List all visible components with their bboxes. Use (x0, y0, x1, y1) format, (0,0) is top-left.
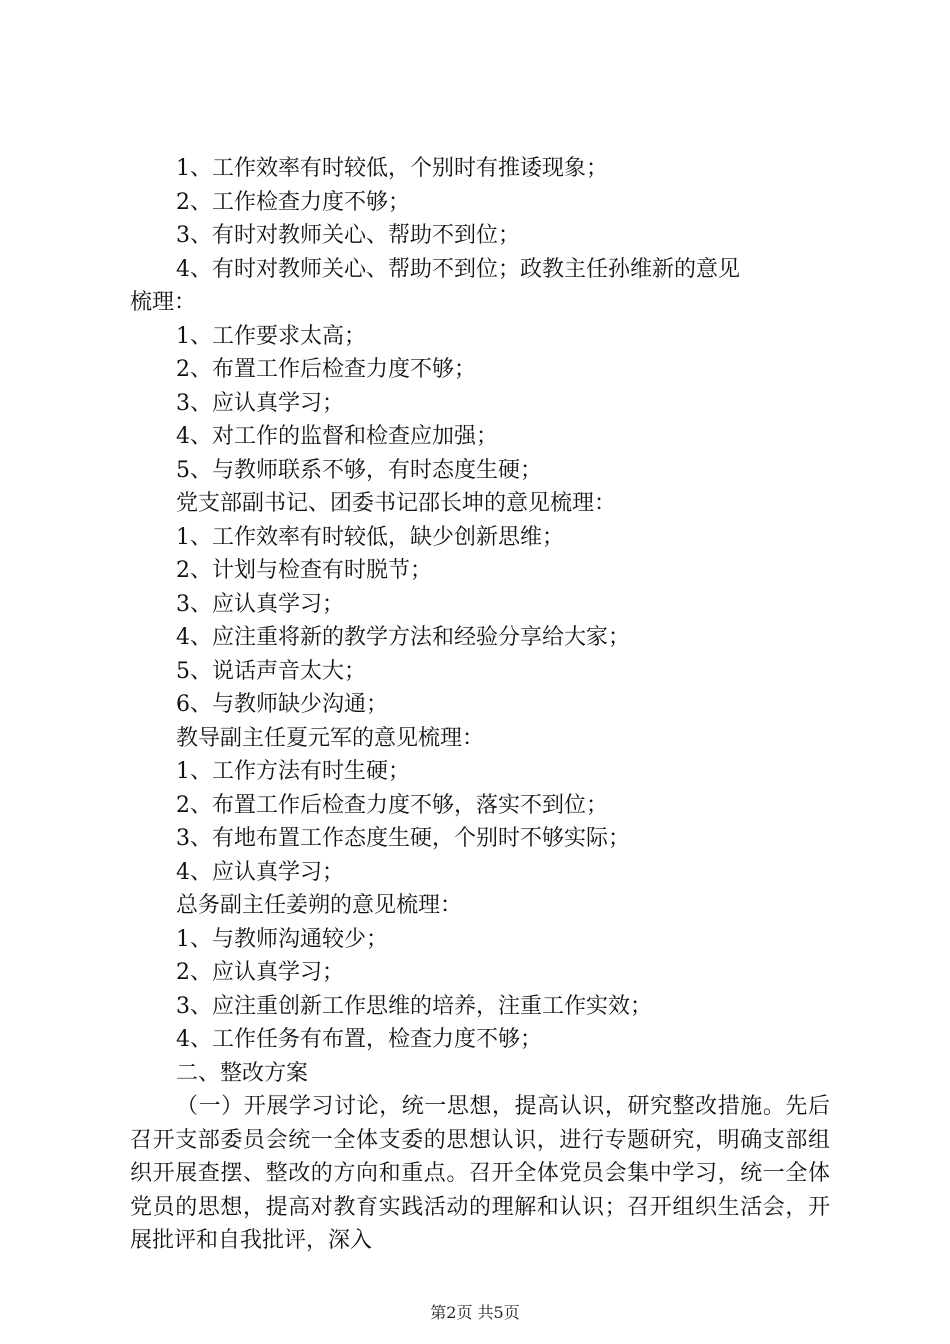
text-line: 2、应认真学习； (176, 960, 344, 985)
text-line: 2、布置工作后检查力度不够，落实不到位； (176, 792, 608, 818)
text-line: 4、对工作的监督和检查应加强； (176, 424, 498, 449)
text-line: 5、说话声音太大； (176, 658, 366, 684)
text-line: 4、应认真学习； (176, 859, 344, 885)
text-line: 3、应认真学习； (176, 390, 344, 416)
text-line: 4、应注重将新的教学方法和经验分享给大家； (176, 625, 630, 650)
text-line: 3、有时对教师关心、帮助不到位； (176, 223, 520, 248)
text-line: 3、应注重创新工作思维的培养，注重工作实效； (176, 993, 652, 1019)
text-line: 2、布置工作后检查力度不够； (176, 357, 476, 382)
text-line: 2、计划与检查有时脱节； (176, 558, 432, 583)
text-line: 1、工作效率有时较低，缺少创新思维； (176, 524, 564, 550)
text-line: 4、工作任务有布置，检查力度不够； (176, 1027, 542, 1052)
text-line: 1、与教师沟通较少； (176, 926, 388, 952)
text-line: 4、有时对教师关心、帮助不到位；政教主任孙维新的意见 (176, 256, 740, 282)
section-heading: 党支部副书记、团委书记邵长坤的意见梳理： (176, 491, 617, 516)
text-line: 1、工作要求太高； (176, 323, 366, 349)
section-heading: 二、整改方案 (176, 1060, 309, 1086)
body-text (130, 152, 830, 1258)
text-line: 3、有地布置工作态度生硬，个别时不够实际； (176, 826, 630, 851)
text-line: 3、应认真学习； (176, 591, 344, 617)
body-paragraph: （一）开展学习讨论，统一思想，提高认识，研究整改措施。先后召开支部委员会统一全体支委的思想认识，进行专题研究，明确支部组织开展查摆、整改的方向和重点。召开全体党员会集中学习，统一全体党员的思想，提高对教育实践活动的理解和认识；召开组织生活会，开展批评和自我批评，深入 (130, 1094, 830, 1253)
text-line: 6、与教师缺少沟通； (176, 692, 388, 717)
page-footer: 第2页 共5页 (430, 1303, 520, 1322)
text-line: 2、工作检查力度不够； (176, 189, 410, 215)
section-heading: 总务副主任姜朔的意见梳理： (176, 893, 463, 918)
section-heading: 教导副主任夏元军的意见梳理： (176, 725, 485, 751)
text-line: 1、工作方法有时生硬； (176, 759, 410, 784)
text-line: 梳理： (130, 290, 197, 315)
text-line: 1、工作效率有时较低，个别时有推诿现象； (176, 156, 608, 181)
text-line: 5、与教师联系不够，有时态度生硬； (176, 457, 542, 483)
